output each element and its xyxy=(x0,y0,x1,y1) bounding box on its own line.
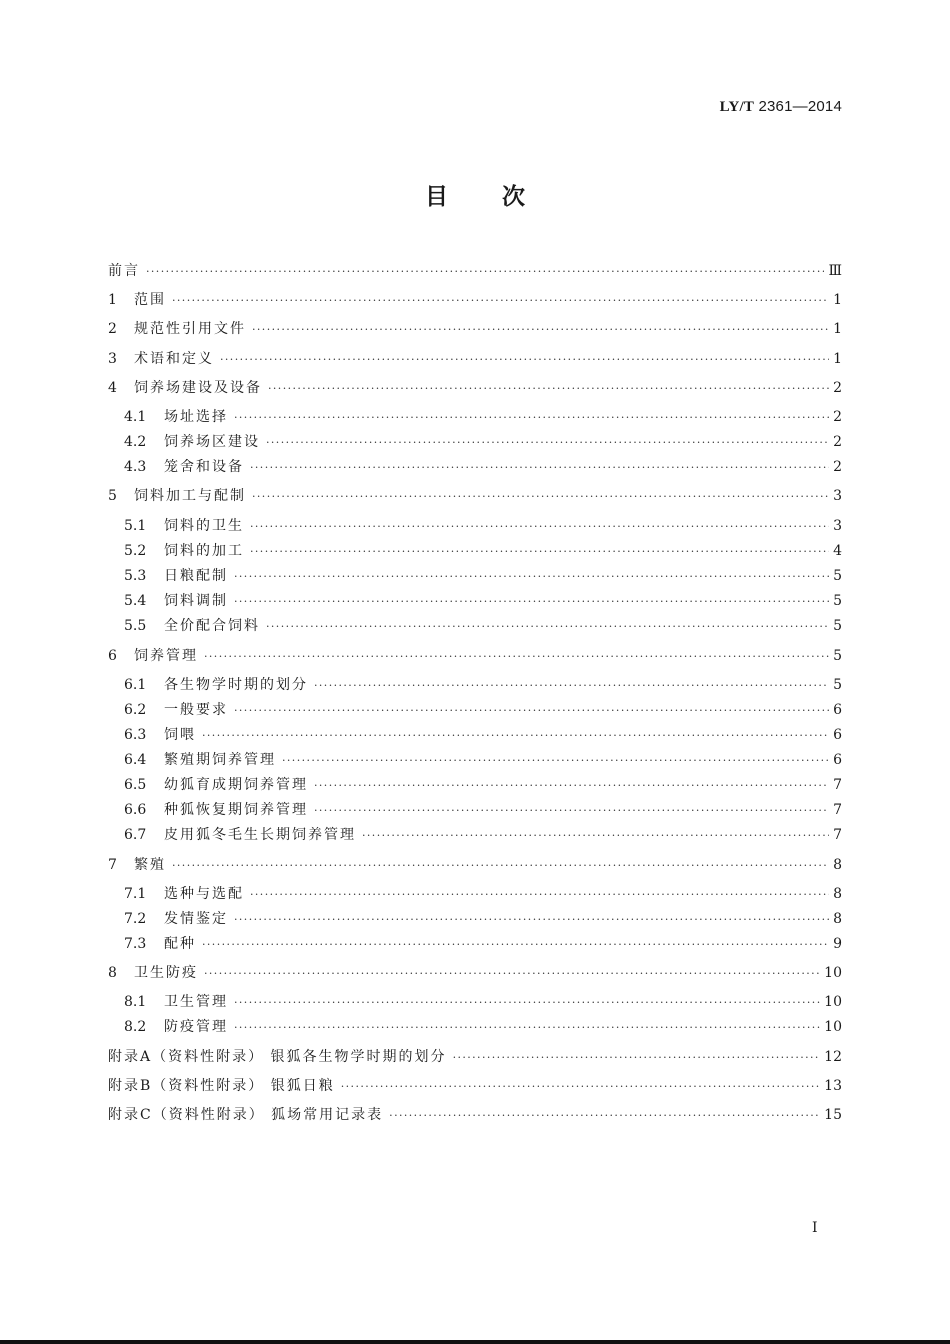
toc-entry[interactable] xyxy=(124,883,842,905)
toc-entry-page: 6 xyxy=(833,752,842,768)
toc-entry-number: 5.2 xyxy=(124,543,147,559)
toc-entry-number: 6.5 xyxy=(124,777,147,793)
toc-entry-number: 6 xyxy=(108,648,117,664)
toc-entry-label: 日粮配制 xyxy=(164,568,228,584)
toc-entry[interactable] xyxy=(124,674,842,696)
standard-number: 2361—2014 xyxy=(758,98,842,115)
toc-entry-number: 7 xyxy=(108,857,117,873)
toc-entry-page: 2 xyxy=(833,409,842,425)
toc-leader-dots xyxy=(389,1105,820,1127)
toc-leader-dots xyxy=(234,591,829,613)
toc-entry-page: 5 xyxy=(833,618,842,634)
toc-entry-label: 卫生管理 xyxy=(164,994,228,1010)
toc-entry-label: 幼狐育成期饲养管理 xyxy=(164,777,308,793)
toc-entry[interactable] xyxy=(108,485,842,507)
toc-entry-label: 场址选择 xyxy=(164,409,228,425)
toc-entry-page: 1 xyxy=(833,321,842,337)
toc-entry-page: 5 xyxy=(833,568,842,584)
toc-entry-number: 7.2 xyxy=(124,911,147,927)
title-char-2: 次 xyxy=(502,184,525,210)
toc-entry-label: 范围 xyxy=(134,292,166,308)
toc-entry-page: 6 xyxy=(833,727,842,743)
toc-entry-page: 1 xyxy=(833,292,842,308)
toc-entry-label: 饲养场建设及设备 xyxy=(134,380,262,396)
toc-entry-label: 饲料的卫生 xyxy=(164,518,244,534)
toc-entry-number: 5.4 xyxy=(124,593,147,609)
toc-leader-dots xyxy=(268,378,829,400)
page-number: I xyxy=(812,1220,818,1236)
toc-entry-number: 3 xyxy=(108,351,117,367)
toc-leader-dots xyxy=(250,516,829,538)
toc-entry-label: 种狐恢复期饲养管理 xyxy=(164,802,308,818)
toc-leader-dots xyxy=(204,963,820,985)
toc-entry-label: 饲料加工与配制 xyxy=(134,488,246,504)
toc-leader-dots xyxy=(453,1047,821,1069)
toc-entry-number: 6.3 xyxy=(124,727,147,743)
toc-entry-page: 5 xyxy=(833,593,842,609)
toc-entry[interactable] xyxy=(124,515,842,537)
standard-prefix: LY/T xyxy=(719,99,755,115)
toc-leader-dots xyxy=(146,261,824,283)
bottom-border xyxy=(0,1340,950,1344)
toc-entry-number: 4.3 xyxy=(124,459,147,475)
toc-entry[interactable] xyxy=(108,1104,842,1126)
toc-entry-label: 饲喂 xyxy=(164,727,196,743)
toc-entry-page: 15 xyxy=(824,1107,842,1123)
toc-entry-label: 一般要求 xyxy=(164,702,228,718)
toc-entry-number: 4.1 xyxy=(124,409,147,425)
toc-entry-label: 饲养场区建设 xyxy=(164,434,260,450)
toc-entry-number: 7.1 xyxy=(124,886,147,902)
toc-entry-page: Ⅲ xyxy=(828,263,842,279)
toc-leader-dots xyxy=(234,992,820,1014)
toc-entry-page: 2 xyxy=(833,380,842,396)
toc-entry-number: 7.3 xyxy=(124,936,147,952)
toc-leader-dots xyxy=(234,909,829,931)
toc-entry[interactable] xyxy=(124,699,842,721)
toc-entry-number: 4.2 xyxy=(124,434,147,450)
toc-entry-page: 8 xyxy=(833,911,842,927)
toc-entry-page: 7 xyxy=(833,802,842,818)
toc-entry[interactable] xyxy=(124,933,842,955)
toc-entry[interactable] xyxy=(108,1075,842,1097)
toc-entry-page: 7 xyxy=(833,777,842,793)
toc-entry[interactable] xyxy=(124,540,842,562)
toc-leader-dots xyxy=(220,349,829,371)
toc-entry-number: 4 xyxy=(108,380,117,396)
toc-entry[interactable] xyxy=(124,774,842,796)
toc-leader-dots xyxy=(314,800,829,822)
toc-leader-dots xyxy=(172,855,829,877)
toc-entry-page: 10 xyxy=(824,1019,842,1035)
toc-entry-label: 饲料的加工 xyxy=(164,543,244,559)
toc-entry-page: 2 xyxy=(833,434,842,450)
toc-entry[interactable] xyxy=(124,824,842,846)
toc-leader-dots xyxy=(282,750,829,772)
toc-leader-dots xyxy=(234,407,829,429)
toc-entry[interactable] xyxy=(124,991,842,1013)
toc-leader-dots xyxy=(234,1017,820,1039)
toc-entry[interactable] xyxy=(124,749,842,771)
toc-entry-label: 配种 xyxy=(164,936,196,952)
toc-entry[interactable] xyxy=(108,289,842,311)
toc-entry-number: 6.6 xyxy=(124,802,147,818)
toc-entry-number: 8 xyxy=(108,965,117,981)
toc-entry-label: 发情鉴定 xyxy=(164,911,228,927)
toc-entry-page: 1 xyxy=(833,351,842,367)
toc-entry-label: 笼舍和设备 xyxy=(164,459,244,475)
toc-entry-label: 饲养管理 xyxy=(134,648,198,664)
title-char-1: 目 xyxy=(425,184,448,210)
toc-entry-number: 6.1 xyxy=(124,677,147,693)
toc-entry[interactable] xyxy=(108,1046,842,1068)
toc-leader-dots xyxy=(202,725,829,747)
toc-leader-dots xyxy=(202,934,829,956)
toc-leader-dots xyxy=(172,290,829,312)
toc-entry-number: 6.7 xyxy=(124,827,147,843)
toc-entry[interactable] xyxy=(124,565,842,587)
toc-entry-page: 8 xyxy=(833,857,842,873)
toc-leader-dots xyxy=(250,541,829,563)
toc-entry-label: 卫生防疫 xyxy=(134,965,198,981)
toc-entry-page: 6 xyxy=(833,702,842,718)
toc-entry-number: 5.1 xyxy=(124,518,147,534)
toc-entry[interactable] xyxy=(108,318,842,340)
toc-entry-label: 术语和定义 xyxy=(134,351,214,367)
toc-entry[interactable] xyxy=(124,1016,842,1038)
toc-leader-dots xyxy=(266,616,829,638)
toc-leader-dots xyxy=(234,700,829,722)
toc-leader-dots xyxy=(252,319,829,341)
toc-entry-page: 7 xyxy=(833,827,842,843)
toc-entry-number: 8.2 xyxy=(124,1019,147,1035)
toc-entry-label: 繁殖期饲养管理 xyxy=(164,752,276,768)
toc-entry-number: 6.4 xyxy=(124,752,147,768)
toc-leader-dots xyxy=(234,566,829,588)
toc-entry-label: 全价配合饲料 xyxy=(164,618,260,634)
toc-entry[interactable] xyxy=(108,854,842,876)
toc-entry-page: 10 xyxy=(824,994,842,1010)
toc-entry-number: 6.2 xyxy=(124,702,147,718)
toc-entry-label: 规范性引用文件 xyxy=(134,321,246,337)
toc-entry-label: 繁殖 xyxy=(134,857,166,873)
toc-entry-label: 防疫管理 xyxy=(164,1019,228,1035)
toc-entry[interactable] xyxy=(108,377,842,399)
toc-entry-label: 各生物学时期的划分 xyxy=(164,677,308,693)
toc-entry-page: 5 xyxy=(833,648,842,664)
toc-entry-number: 5.3 xyxy=(124,568,147,584)
toc-entry-label: 附录B（资料性附录） 银狐日粮 xyxy=(108,1078,335,1094)
toc-leader-dots xyxy=(314,775,829,797)
toc-entry-label: 前言 xyxy=(108,263,140,279)
toc-leader-dots xyxy=(204,646,829,668)
toc-entry-page: 4 xyxy=(833,543,842,559)
toc-entry-page: 3 xyxy=(833,518,842,534)
toc-entry-number: 5.5 xyxy=(124,618,147,634)
toc-entry[interactable] xyxy=(124,590,842,612)
toc-entry[interactable] xyxy=(124,615,842,637)
toc-leader-dots xyxy=(314,675,829,697)
toc-entry[interactable] xyxy=(108,260,842,282)
table-of-contents xyxy=(108,0,842,1344)
toc-entry-number: 2 xyxy=(108,321,117,337)
toc-entry-label: 饲料调制 xyxy=(164,593,228,609)
toc-entry[interactable] xyxy=(124,908,842,930)
toc-entry[interactable] xyxy=(108,962,842,984)
toc-leader-dots xyxy=(266,432,829,454)
toc-entry-page: 12 xyxy=(824,1049,842,1065)
toc-entry[interactable] xyxy=(124,724,842,746)
toc-entry-page: 5 xyxy=(833,677,842,693)
toc-leader-dots xyxy=(252,486,829,508)
toc-entry-number: 1 xyxy=(108,292,117,308)
toc-entry-page: 13 xyxy=(824,1078,842,1094)
toc-entry[interactable] xyxy=(108,348,842,370)
toc-entry-label: 选种与选配 xyxy=(164,886,244,902)
toc-entry[interactable] xyxy=(124,406,842,428)
toc-entry-label: 附录C（资料性附录） 狐场常用记录表 xyxy=(108,1107,384,1123)
toc-entry-page: 2 xyxy=(833,459,842,475)
toc-entry-number: 8.1 xyxy=(124,994,147,1010)
toc-entry-page: 8 xyxy=(833,886,842,902)
toc-entry[interactable] xyxy=(124,456,842,478)
toc-entry[interactable] xyxy=(108,645,842,667)
toc-entry-page: 3 xyxy=(833,488,842,504)
toc-leader-dots xyxy=(362,825,829,847)
toc-entry-page: 10 xyxy=(824,965,842,981)
toc-entry-page: 9 xyxy=(833,936,842,952)
toc-entry[interactable] xyxy=(124,431,842,453)
toc-entry-number: 5 xyxy=(108,488,117,504)
toc-entry-label: 皮用狐冬毛生长期饲养管理 xyxy=(164,827,356,843)
toc-entry-label: 附录A（资料性附录） 银狐各生物学时期的划分 xyxy=(108,1049,447,1065)
toc-entry[interactable] xyxy=(124,799,842,821)
toc-leader-dots xyxy=(250,884,829,906)
toc-leader-dots xyxy=(250,457,829,479)
toc-leader-dots xyxy=(341,1076,820,1098)
